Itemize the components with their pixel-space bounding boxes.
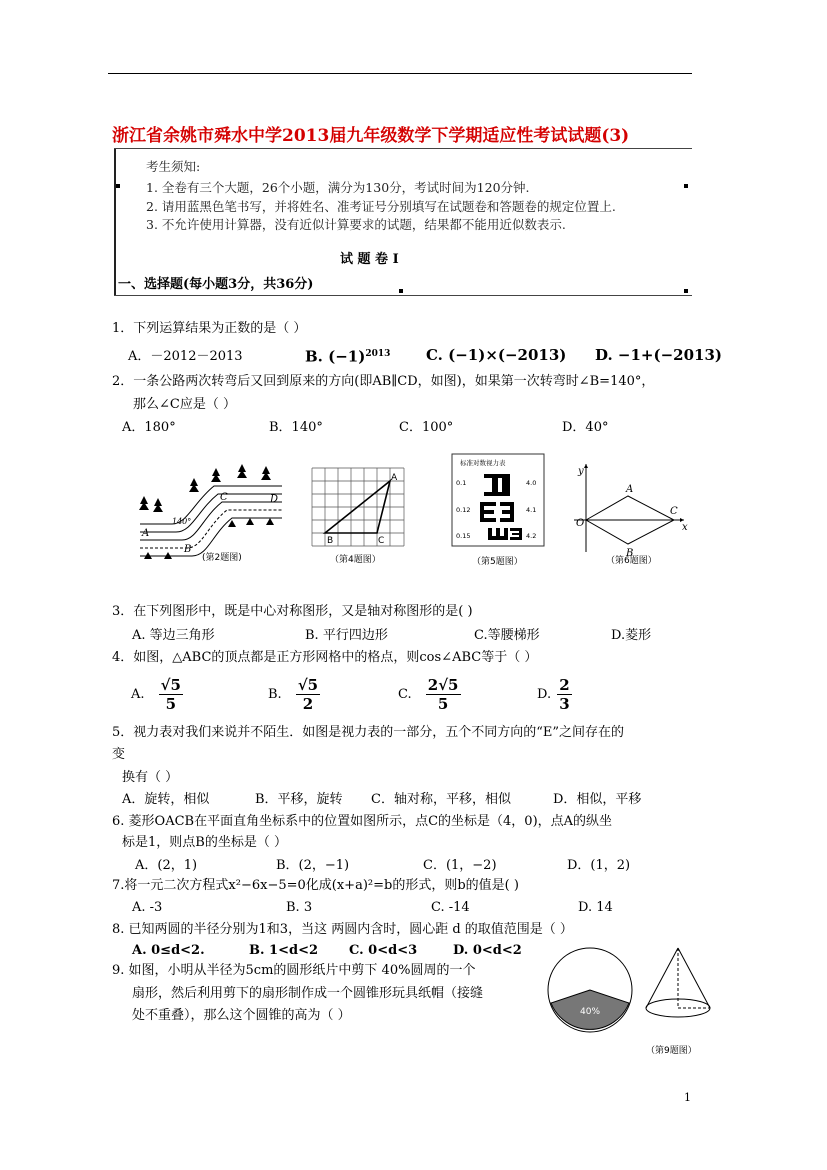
question-4-stem: 4．如图，△ABC的顶点都是正方形网格中的格点，则cos∠ABC等于（ ）	[112, 650, 538, 665]
fig6-label-o: O	[576, 518, 585, 529]
fig4-label-b: B	[327, 536, 334, 546]
question-5-stem-cont2: 换有（ ）	[122, 770, 179, 785]
q6-option-c: C．(1，−2)	[423, 858, 497, 873]
fig2-label-c: C	[220, 492, 228, 503]
fig2-caption: (第2题图)	[202, 553, 242, 563]
q6-option-a: A．(2，1)	[135, 858, 198, 873]
question-5-stem: 5．视力表对我们来说并不陌生．如图是视力表的一部分，五个不同方向的“E”之间存在的	[112, 725, 625, 740]
q1-option-a: A．－2012－2013	[128, 349, 243, 364]
q3-option-d: D.菱形	[611, 628, 652, 643]
fig5-left-3: 0.15	[456, 532, 471, 540]
fig6-caption: （第6题图）	[606, 556, 657, 566]
q4-option-b: B. $\frac{√5}{2}$	[268, 676, 319, 713]
fig5-e-2	[480, 502, 496, 522]
question-6-stem: 6. 菱形OACB在平面直角坐标系中的位置如图所示，点C的坐标是（4，0)，点A的纵坐	[112, 814, 613, 829]
notice-item-2: 2. 请用蓝黑色笔书写，并将姓名、准考证号分别填写在试题卷和答题卷的规定位置上.	[146, 199, 616, 214]
fig5-e-4	[488, 528, 508, 540]
header-rule	[108, 73, 692, 74]
fig6-label-b: B	[626, 548, 634, 559]
q4-option-a: A. $\frac{√5}{5}$	[131, 676, 181, 713]
q5-option-c: C．轴对称，平移，相似	[371, 792, 511, 807]
q8-option-a: A. 0≤d<2.	[132, 943, 205, 958]
question-9-stem-cont2: 处不重叠），那么这个圆锥的高为（ ）	[132, 1008, 351, 1023]
q3-option-b: B. 平行四边形	[305, 628, 388, 643]
fig5-heading: 标准对数视力表	[460, 459, 506, 467]
q2-option-d: D．40°	[562, 420, 609, 435]
q2-option-a: A．180°	[122, 420, 176, 435]
fig2-angle: 140°	[172, 517, 192, 526]
q7-option-b: B. 3	[286, 900, 313, 915]
fig2-label-d: D	[270, 494, 279, 505]
figure-5-eye-chart	[448, 452, 548, 570]
q4-option-d: D. $\frac{2}{3}$	[537, 676, 570, 713]
fig5-e-1	[484, 474, 510, 496]
fig5-left-2: 0.12	[456, 506, 471, 514]
q8-option-c: C. 0<d<3	[349, 943, 418, 958]
question-9-stem: 9. 如图，小明从半径为5cm的圆形纸片中剪下 40%圆周的一个	[112, 963, 476, 978]
volume-heading: 试 题 卷 I	[340, 252, 399, 267]
fig6-label-x: x	[682, 522, 688, 533]
fig6-label-a: A	[626, 484, 634, 495]
fig5-right-3: 4.2	[526, 532, 537, 540]
q6-option-d: D．(1，2)	[567, 858, 631, 873]
fig4-label-c: C	[378, 536, 385, 546]
question-7-stem: 7.将一元二次方程式x²−6x−5=0化成(x+a)²=b的形式，则b的值是( )	[112, 878, 519, 893]
q8-option-d: D. 0<d<2	[453, 943, 522, 958]
notice-top-border	[114, 148, 692, 149]
notice-box	[112, 146, 694, 298]
notice-mark	[684, 289, 688, 293]
figure-9-sector-cone	[546, 938, 716, 1063]
fig5-caption: （第5题图）	[472, 557, 523, 567]
q1-option-d: D. −1+(−2013)	[595, 346, 723, 364]
fig6-label-y: y	[578, 466, 584, 477]
fig6-label-c: C	[670, 506, 678, 517]
q7-option-d: D. 14	[578, 900, 613, 915]
fig2-label-a: A	[142, 528, 150, 539]
fig9-caption: （第9题图）	[646, 1046, 697, 1056]
section-heading: 一、选择题(每小题3分，共36分)	[118, 277, 314, 292]
fig5-right-2: 4.1	[526, 506, 537, 514]
q4-option-c: C. $\frac{2√5}{5}$	[398, 676, 459, 713]
question-3-stem: 3．在下列图形中，既是中心对称图形，又是轴对称图形的是( )	[112, 604, 473, 619]
q3-option-a: A. 等边三角形	[132, 628, 215, 643]
figure-2-road	[132, 458, 292, 568]
q8-option-b: B. 1<d<2	[249, 943, 319, 958]
question-6-stem-cont: 标是1，则点B的坐标是（ ）	[122, 835, 287, 850]
notice-heading: 考生须知:	[146, 159, 201, 174]
q7-option-a: A. -3	[132, 900, 163, 915]
q1-option-b: B. $(-1)^{2013}$	[305, 347, 391, 366]
fig5-left-1: 0.1	[456, 479, 467, 487]
page-number: 1	[684, 1091, 691, 1104]
q2-option-c: C．100°	[399, 420, 454, 435]
fig4-caption: （第4题图）	[330, 555, 381, 565]
q1-option-c: C. (−1)×(−2013)	[426, 346, 567, 364]
q7-option-c: C. -14	[431, 900, 470, 915]
fig9-percent: 40%	[580, 1007, 601, 1017]
q5-option-b: B．平移，旋转	[255, 792, 343, 807]
question-8-stem: 8. 已知两圆的半径分别为1和3，当这 两圆内含时，圆心距 d 的取值范围是（ ）	[112, 922, 573, 937]
question-9-stem-cont: 扇形，然后利用剪下的扇形制作成一个圆锥形玩具纸帽（接缝	[132, 986, 484, 1001]
fig2-label-b: B	[184, 544, 192, 555]
figure-4-grid	[308, 464, 408, 570]
fig5-e-5	[510, 528, 522, 540]
q3-option-c: C.等腰梯形	[474, 628, 540, 643]
q5-option-d: D．相似，平移	[553, 792, 642, 807]
q2-option-b: B．140°	[269, 420, 323, 435]
q5-option-a: A．旋转，相似	[122, 792, 210, 807]
notice-item-1: 1. 全卷有三个大题，26个小题，满分为130分，考试时间为120分钟.	[146, 180, 530, 195]
page-title: 浙江省余姚市舜水中学2013届九年级数学下学期适应性考试试题(3)	[112, 126, 630, 146]
question-1-stem: 1．下列运算结果为正数的是（ ）	[112, 321, 307, 336]
fig4-label-a: A	[391, 473, 398, 483]
notice-bottom-border	[114, 295, 692, 296]
fig5-e-3	[500, 502, 514, 522]
notice-mark	[399, 289, 403, 293]
fig5-right-1: 4.0	[526, 479, 537, 487]
notice-mark	[684, 184, 688, 188]
notice-left-border	[114, 148, 116, 296]
question-2-stem-cont: 那么∠C应是（ ）	[133, 397, 236, 412]
notice-mark	[116, 184, 120, 188]
q6-option-b: B．(2，−1)	[276, 858, 350, 873]
question-5-stem-cont: 变	[112, 747, 126, 762]
notice-item-3: 3. 不允许使用计算器，没有近似计算要求的试题，结果都不能用近似数表示.	[146, 217, 566, 232]
question-2-stem: 2．一条公路两次转弯后又回到原来的方向(即AB∥CD，如图)，如果第一次转弯时∠B=140°，	[112, 374, 655, 389]
figure-6-rhombus	[566, 460, 696, 570]
